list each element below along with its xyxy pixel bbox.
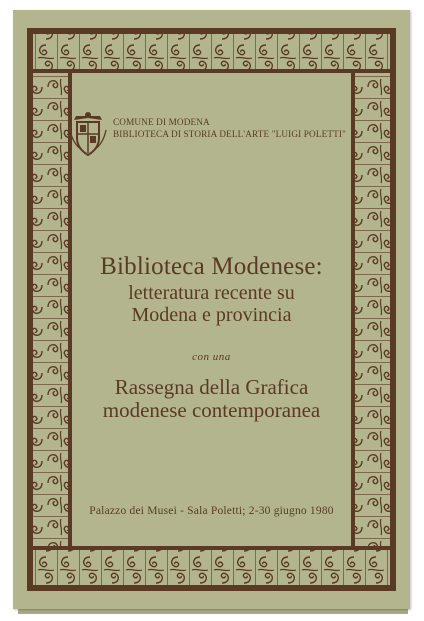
institution-line-1: COMUNE DI MODENA	[113, 117, 210, 127]
publisher-institution	[113, 116, 346, 140]
venue-and-dates: Palazzo dei Musei - Sala Poletti; 2-30 giugno 1980	[89, 505, 334, 517]
subtitle	[13, 282, 410, 326]
second-title-line-1: Rassegna della Grafica	[114, 375, 309, 399]
coat-of-arms-icon	[68, 110, 108, 158]
connector-text: con una	[192, 351, 231, 363]
catalog-cover	[13, 10, 410, 609]
subtitle-line-1: letteratura recente su	[128, 282, 295, 304]
second-title-line-2: modenese contemporanea	[102, 398, 321, 422]
second-title	[13, 376, 410, 422]
subtitle-line-2: Modena e provincia	[131, 304, 292, 326]
institution-line-2: BIBLIOTECA DI STORIA DELL'ARTE "LUIGI POLETTI"	[113, 129, 347, 139]
main-title: Biblioteca Modenese:	[100, 253, 323, 280]
